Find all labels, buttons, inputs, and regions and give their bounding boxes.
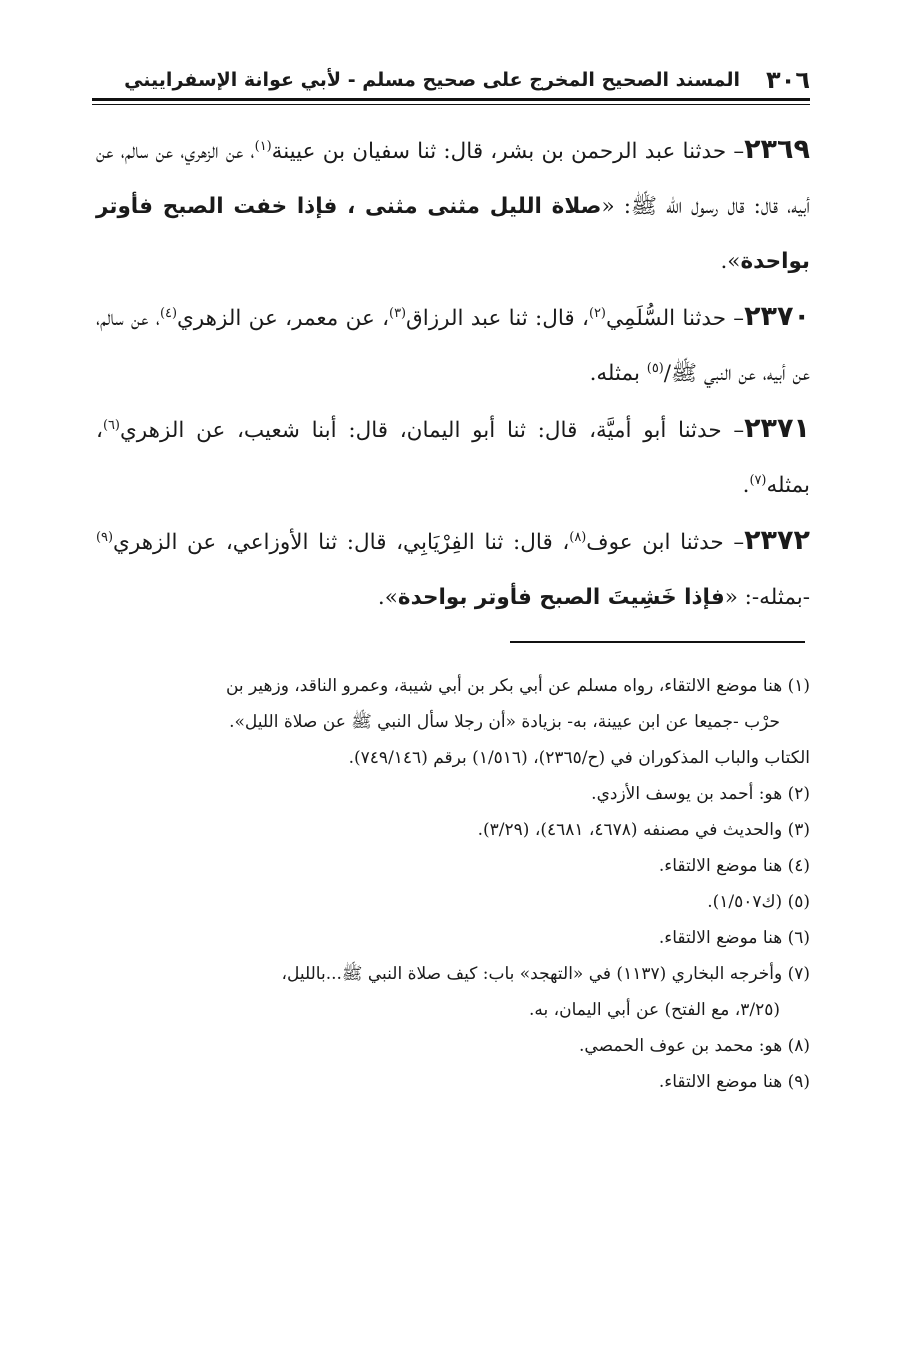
- footnote-ref: (٢): [588, 305, 606, 321]
- hadith-text: ، قال: ثنا الفِرْيَابِي، قال: ثنا الأوزاعي، عن الزهري: [113, 530, 570, 555]
- hadith-text: ، عن الزهري، عن سالم، عن أبيه، قال: قال رسول الله ﷺ: «: [96, 139, 810, 219]
- footnote-line: (٣/٢٥، مع الفتح) عن أبي اليمان، به.: [528, 1000, 780, 1020]
- hadith-2371: [96, 401, 810, 513]
- footnote-line: (٦) هنا موضع الالتقاء.: [658, 928, 810, 948]
- hadith-matn: صلاة الليل مثنى مثنى ، فإذا خفت الصبح فأوتر بواحدة: [96, 194, 810, 274]
- hadith-number: ٢٣٧٠: [744, 301, 810, 332]
- hadith-number: ٢٣٧١: [744, 413, 810, 444]
- hadith-number: ٢٣٧٢: [744, 525, 810, 556]
- main-text: [96, 122, 810, 625]
- hadith-text: ».: [720, 249, 741, 274]
- hadith-text: ، بمثله: [96, 418, 810, 498]
- footnote-line: (٤) هنا موضع الالتقاء.: [658, 856, 810, 876]
- footnote-ref: (٣): [389, 305, 407, 321]
- footnote-line: (٥) (ك١/٥٠٧).: [707, 892, 810, 912]
- hadith-text: ، قال: ثنا عبد الرزاق: [406, 306, 589, 331]
- footnote-9: [90, 1064, 810, 1100]
- hadith-text: .: [742, 473, 750, 498]
- footnote-line: (٢) هو: أحمد بن يوسف الأزدي.: [591, 784, 810, 804]
- footnote-4: [90, 848, 810, 884]
- hadith-text: – حدثنا أبو أميَّة، قال: ثنا أبو اليمان، قال: أبنا شعيب، عن الزهري: [119, 418, 745, 443]
- footnotes: [90, 668, 810, 1100]
- hadith-text: ، عن معمر، عن الزهري: [176, 306, 390, 331]
- footnote-ref: (٨): [569, 529, 587, 545]
- hadith-text: – حدثنا السُّلَمِي: [605, 306, 745, 331]
- footnote-3: [90, 812, 810, 848]
- footnote-ref: (١): [254, 138, 272, 154]
- footnote-line: (٨) هو: محمد بن عوف الحمصي.: [579, 1036, 810, 1056]
- footnote-line: (١) هنا موضع الالتقاء، رواه مسلم عن أبي بكر بن أبي شيبة، وعمرو الناقد، وزهير بن: [225, 676, 810, 696]
- footnote-1: [90, 668, 810, 776]
- running-title: المسند الصحيح المخرج على صحيح مسلم - لأبي عوانة الإسفراييني: [124, 69, 741, 91]
- footnote-ref: (٩): [96, 529, 113, 545]
- hadith-text: – حدثنا عبد الرحمن بن بشر، قال: ثنا سفيان بن عيينة: [271, 139, 745, 164]
- footnote-8: [90, 1028, 810, 1064]
- hadith-2370: [96, 289, 810, 401]
- footnote-ref: (٤): [159, 305, 177, 321]
- footnote-ref: (٦): [102, 417, 120, 433]
- footnote-line: (٧) وأخرجه البخاري (١١٣٧) في «التهجد» باب: كيف صلاة النبي ﷺ...بالليل،: [281, 964, 810, 984]
- hadith-text: بمثله.: [589, 361, 647, 386]
- footnote-line: الكتاب والباب المذكوران في (ح/٢٣٦٥)، (١/٥١٦) برقم (٧٤٩/١٤٦).: [348, 748, 810, 768]
- footnote-line: (٣) والحديث في مصنفه (٤٦٧٨، ٤٦٨١)، (٣/٢٩).: [477, 820, 810, 840]
- footnote-2: [90, 776, 810, 812]
- hadith-2372: [96, 513, 810, 625]
- hadith-text: -بمثله-: «: [724, 585, 810, 610]
- footnote-7: [90, 956, 810, 1028]
- hadith-text: ، عن سالم، عن أبيه، عن النبي ﷺ/: [96, 306, 810, 386]
- hadith-2369: [96, 122, 810, 289]
- footnote-separator: [510, 641, 805, 643]
- footnote-ref: (٥): [646, 360, 664, 376]
- hadith-matn: فإذا خَشِيتَ الصبح فأوتر بواحدة: [397, 585, 725, 610]
- footnote-line: (٩) هنا موضع الالتقاء.: [658, 1072, 810, 1092]
- page-number: ٣٠٦: [766, 66, 810, 94]
- hadith-number: ٢٣٦٩: [744, 134, 810, 165]
- running-header: [92, 62, 810, 98]
- header-rule-thin: [92, 104, 810, 105]
- footnote-line: حرْب -جميعا عن ابن عيينة، به- بزيادة «أن رجلا سأل النبي ﷺ عن صلاة الليل».: [229, 712, 780, 732]
- hadith-text: – حدثنا ابن عوف: [586, 530, 745, 555]
- hadith-text: ».: [377, 585, 398, 610]
- footnote-ref: (٧): [749, 472, 767, 488]
- footnote-6: [90, 920, 810, 956]
- footnote-5: [90, 884, 810, 920]
- header-rule-thick: [92, 98, 810, 101]
